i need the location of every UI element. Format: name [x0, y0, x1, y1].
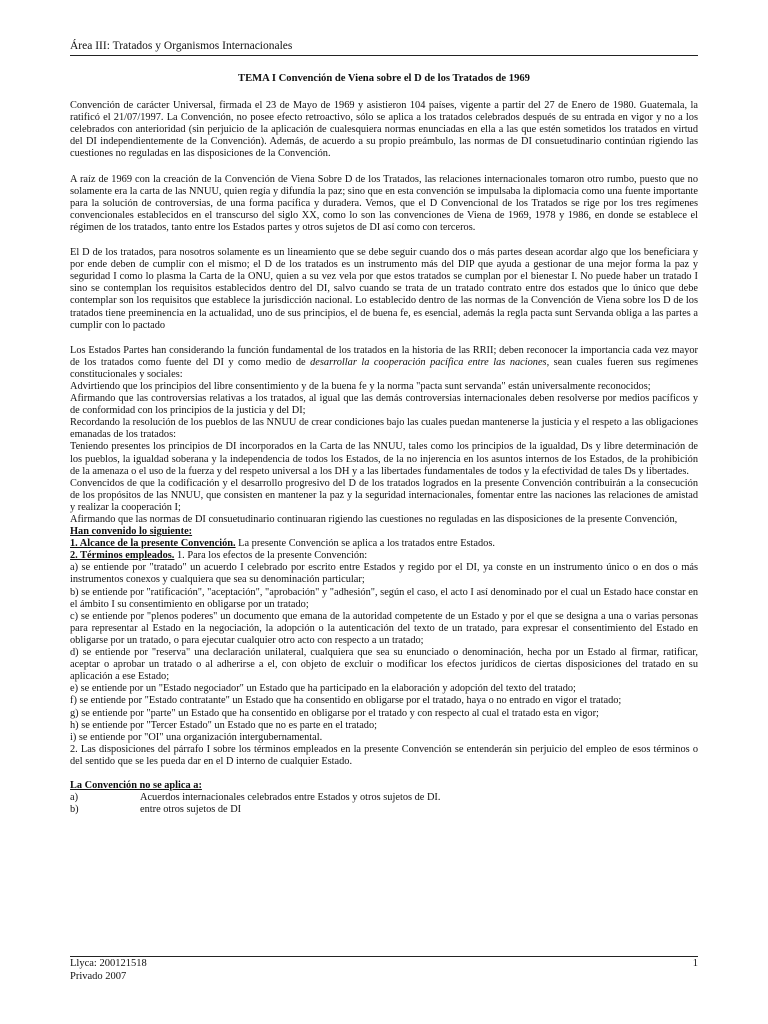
definition-item: d) se entiende por "reserva" una declaración unilateral, cualquiera que sea su enunciado o denominación, hecha por un Estado al firmar, ratificar, aceptar o aprobar un tratado o al adherirse a el, con objeto de excluir o modificar los efectos jurídicos de ciertas disposiciones del tratado en su aplicación a ese Estado;: [70, 647, 698, 683]
paragraph-3: El D de los tratados, para nosotros solamente es un lineamiento que se debe seguir cuando dos o más partes desean acordar algo que los beneficiara y por ende deben de cumplir con el mismo; el D de los tratados es un instrumento más del DIP que ayuda a gestionar de una mejor forma la paz y seguridad I como lo plasma la Carta de la ONU, quien a su vez vela por que estos tratados se cumplan por el bienestar I. No puede haber un tratado I sino se contemplan los requisitos establecidos dentro del DI, salvo cuando se trata de un tratado contrato entre dos estados que lo único que debe contemplar son los requisitos que establece la jurisdicción nacional. Lo establecido dentro de las normas de la Convención de Viena sobre los D de los tratados tiene preeminencia en la actualidad, uno de sus principios, el de buena fe, es esencial, además la regla pacta sunt Servanda obliga a las partes a cumplir con lo pactado: [70, 247, 698, 331]
agreed-heading: Han convenido lo siguiente:: [70, 526, 193, 538]
definition-item: c) se entiende por "plenos poderes" un documento que emana de la autoridad competente de un Estado y por el que se designa a una o varias personas para representar al Estado en la negociación, la adopción o la autenticación del texto de un tratado, para expresar el consentimiento del Estado en obligarse por un tratado, o para ejecutar cualquier otro acto con respecto a un tratado;: [70, 610, 698, 646]
definition-item: a) se entiende por "tratado" un acuerdo I celebrado por escrito entre Estados y regido por el DI, ya conste en un instrumento único o en dos o más instrumentos conexos y cualquiera que sea su denominación particular;: [70, 562, 698, 586]
page-number: 1: [692, 958, 698, 969]
definition-item: b) se entiende por "ratificación", "aceptación", "aprobación" y "adhesión", según el caso, el acto I así denominado por el cual un Estado hace constar en el ámbito I su consentimiento en obligarse por un tratado;: [70, 586, 698, 610]
article-2-heading: 2. Términos empleados.: [70, 550, 175, 562]
document-body: [70, 69, 698, 816]
definition-item: f) se entiende por "Estado contratante" un Estado que ha consentido en obligarse por el tratado, haya o no entrado en vigor el tratado;: [70, 695, 622, 707]
footer-divider: [70, 956, 698, 957]
definition-item: g) se entiende por "parte" un Estado que ha consentido en obligarse por el tratado y con respecto al cual el tratado esta en vigor;: [70, 707, 599, 719]
page-footer: [70, 958, 698, 983]
footer-author: Llyca: 200121518: [70, 958, 147, 969]
paragraph-1: Convención de carácter Universal, firmada el 23 de Mayo de 1969 y asistieron 104 países, vigente a partir del 27 de Enero de 1980. Guatemala, la ratificó el 21/07/1997. La Convención, no posee efecto retroactivo, sólo se aplica a los tratados celebrados después de su entrada en vigor y no a los celebrados con anterioridad (sin perjuicio de la aplicación de cualesquiera normas enunciadas en ella a las que estén sometidos los tratados en virtud del DI independientemente de la Convención). Además, de acuerdo a su propio preámbulo, las normas de DI consuetudinario continúan rigiendo las cuestiones no reguladas en las disposiciones de la Convención.: [70, 100, 698, 160]
article-1-heading: 1. Alcance de la presente Convención.: [70, 538, 236, 550]
article-1: 1. Alcance de la presente Convención. La presente Convención se aplica a los tratados entre Estados.: [70, 538, 495, 550]
list-item: b) entre otros sujetos de DI: [70, 804, 242, 816]
list-item: a) Acuerdos internacionales celebrados entre Estados y otros sujetos de DI.: [70, 792, 441, 804]
definition-item: i) se entiende por "OI" una organización intergubernamental.: [70, 731, 323, 743]
preamble-item: Advirtiendo que los principios del libre consentimiento y de la buena fe y la norma "pacta sunt servanda" están universalmente reconocidos;: [70, 380, 651, 392]
definition-item: e) se entiende por un "Estado negociador" un Estado que ha participado en la elaboración y adopción del texto del tratado;: [70, 683, 576, 695]
preamble-item: Convencidos de que la codificación y el desarrollo progresivo del D de los tratados logrados en la presente Convención contribuirán a la consecución de los propósitos de las NNUU, que consisten en mantener la paz y la seguridad internacionales, fomentar entre las naciones las relaciones de amistad y realizar la cooperación I;: [70, 477, 698, 513]
footer-subtitle: Privado 2007: [70, 970, 127, 982]
preamble-item: Recordando la resolución de los pueblos de las NNUU de crear condiciones bajo las cuales puedan mantenerse la justicia y el respeto a las obligaciones emanadas de los tratados:: [70, 417, 698, 441]
article-2: 2. Términos empleados. 1. Para los efectos de la presente Convención:: [70, 550, 368, 562]
preamble-item: Afirmando que las controversias relativas a los tratados, al igual que las demás controversias internacionales deben resolverse por medios pacíficos y de conformidad con los principios de la justicia y del DI;: [70, 393, 698, 417]
paragraph-2: A raíz de 1969 con la creación de la Convención de Viena Sobre D de los Tratados, las relaciones internacionales tomaron otro rumbo, puesto que no solamente era la carta de las NNUU, quien regía y difundía la paz; sino que en esta convención se impulsaba la diplomacia como una fuente importante para la solución de controversias, de una forma pacífica y duradera. Vemos, que el D Convencional de los Tratados se rige por los tres regímenes convencionales establecidos en el transcurso del siglo XX, como lo son las convenciones de Viena de 1969, 1978 y 1986, en donde se establece el régimen de los tratados, tanto entre los Estados partes y otros sujetos de DI así como con terceros.: [70, 173, 698, 233]
not-applicable-heading: La Convención no se aplica a:: [70, 779, 202, 791]
definition-item: h) se entiende por "Tercer Estado" un Estado que no es parte en el tratado;: [70, 719, 377, 731]
preamble-item: Teniendo presentes los principios de DI incorporados en la Carta de las NNUU, tales como los principios de la igualdad, Ds y libre determinación de los pueblos, la igualdad soberana y la independencia de todos los Estados, de la no injerencia en los asuntos internos de los Estados, de la prohibición de la amenaza o el uso de la fuerza y del respeto universal a los DH y a las libertades fundamentales de todos y la efectividad de tales Ds y libertades.: [70, 441, 698, 477]
preamble-intro: Los Estados Partes han considerando la función fundamental de los tratados en la historia de las RRII; deben reconocer la importancia cada vez mayor de los tratados como fuente del DI y como medio de desarrollar la cooperación pacífica entre las naciones, sean cuales fueren sus regímenes constitucionales y sociales:: [70, 344, 699, 380]
preamble-item: Afirmando que las normas de DI consuetudinario continuaran rigiendo las cuestiones no reguladas en las disposiciones de la presente Convención,: [70, 514, 678, 525]
document-title: TEMA I Convención de Viena sobre el D de los Tratados de 1969: [238, 73, 530, 84]
page-header: Área III: Tratados y Organismos Internacionales: [70, 39, 698, 56]
article-2-paragraph-2: 2. Las disposiciones del párrafo I sobre los términos empleados en la presente Convención se entenderán sin perjuicio del empleo de esos términos o del sentido que se les pueda dar en el D interno de cualquier Estado.: [70, 743, 698, 767]
preamble-intro-italic: desarrollar la cooperación pacífica entre las naciones,: [310, 356, 550, 368]
